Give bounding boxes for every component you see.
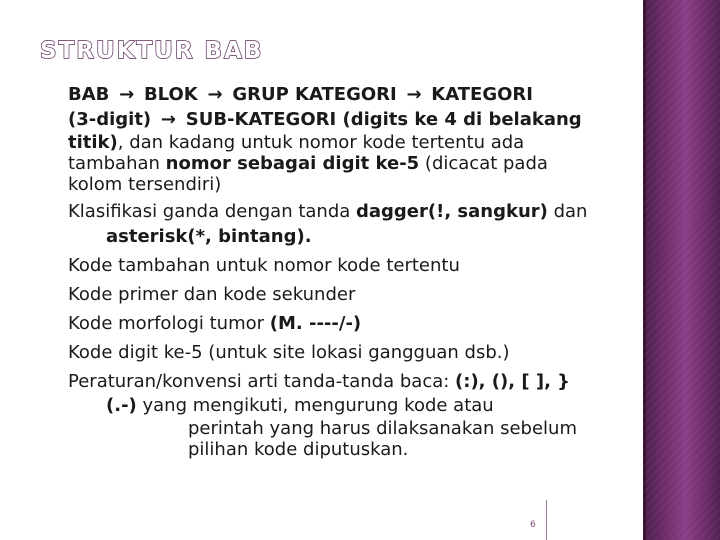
klasifikasi-asterisk: asterisk(*, bintang): [106, 226, 305, 247]
klasifikasi-dot: .: [304, 226, 312, 247]
morfologi-prefix: Kode morfologi tumor: [68, 313, 270, 334]
right-arrow-icon: →: [207, 84, 223, 105]
hierarchy-kategori: KATEGORI: [431, 84, 533, 105]
hierarchy-line-3: [68, 132, 668, 153]
slide-content: [68, 82, 668, 460]
hierarchy-grup: GRUP KATEGORI: [232, 84, 397, 105]
hierarchy-kolom: kolom tersendiri): [68, 174, 222, 195]
hierarchy-sub: SUB-KATEGORI (digits ke 4 di belakang: [185, 109, 582, 130]
page-number: 6: [530, 520, 536, 530]
peraturan-line-4: pilihan kode diputuskan.: [188, 439, 409, 460]
right-arrow-icon: →: [406, 84, 422, 105]
digit5-line: Kode digit ke-5 (untuk site lokasi gangguan dsb.): [68, 342, 510, 363]
hierarchy-line-2: [68, 107, 668, 132]
right-arrow-icon: →: [119, 84, 135, 105]
hierarchy-text1: , dan kadang untuk nomor kode tertentu ada: [117, 132, 525, 153]
klasifikasi-dagger: dagger(!, sangkur): [356, 201, 548, 222]
hierarchy-dicacat: (dicacat pada: [419, 153, 548, 174]
hierarchy-blok: BLOK: [143, 84, 198, 105]
peraturan-line-3: perintah yang harus dilaksanakan sebelum: [188, 418, 578, 439]
right-arrow-icon: →: [160, 109, 176, 130]
page-divider: [546, 500, 547, 540]
hierarchy-line-1: [68, 82, 668, 107]
morfologi-line: [68, 311, 668, 336]
peraturan-prefix: Peraturan/konvensi arti tanda-tanda baca:: [68, 371, 456, 392]
page-title: STRUKTUR BAB: [40, 38, 264, 64]
hierarchy-bab: BAB: [68, 84, 110, 105]
peraturan-symbols: (:), (), [ ], }: [455, 371, 570, 392]
hierarchy-kategori-digit: (3-digit): [68, 109, 152, 130]
klasifikasi-dan: dan: [547, 201, 588, 222]
klasifikasi-line-1: [68, 199, 668, 224]
hierarchy-titik: titik): [68, 132, 118, 153]
list-item: Kode tambahan untuk nomor kode tertentu: [68, 255, 460, 276]
peraturan-line-1: [68, 369, 668, 394]
hierarchy-line-5: [68, 174, 668, 195]
hierarchy-tambahan: tambahan: [68, 153, 166, 174]
klasifikasi-line-2: [68, 224, 668, 249]
peraturan-line-2: [68, 394, 668, 418]
klasifikasi-prefix: Klasifikasi ganda dengan tanda: [68, 201, 356, 222]
peraturan-line2-text: yang mengikuti, mengurung kode atau: [136, 395, 494, 416]
morfologi-code: (M. ----/-): [269, 313, 362, 334]
hierarchy-nomor-sebagai: nomor sebagai digit ke-5: [165, 153, 420, 174]
list-item: Kode primer dan kode sekunder: [68, 284, 356, 305]
hierarchy-line-4: [68, 153, 668, 174]
peraturan-line2-code: (.-): [106, 395, 137, 416]
